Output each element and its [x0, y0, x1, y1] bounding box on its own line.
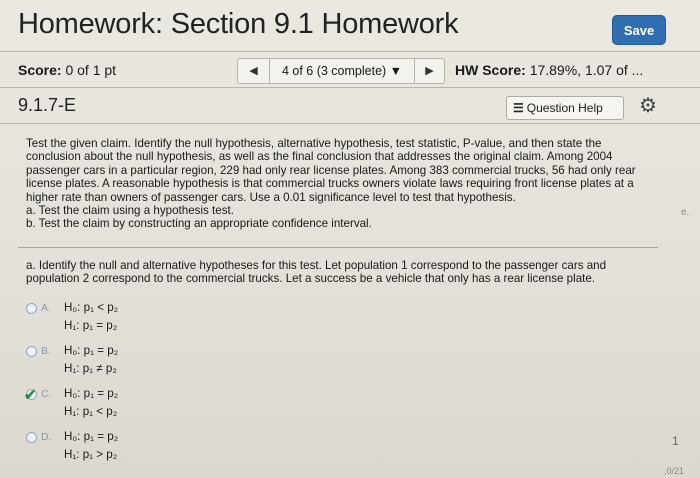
question-header-row	[0, 88, 700, 124]
checkmark-icon: ✔	[24, 387, 37, 404]
question-text: Test the given claim. Identify the null hypothesis, alternative hypothesis, test statistic, P-value, and then state the conclusion about the null hypothesis, as well as the final conclusion that addresses the original claim. Among 2004 passenger cars in a particular region, 229 had only rear license plates. Among 383 commercial trucks, 56 had only rear license plates. A reasonable hypothesis is that commercial trucks owners violate laws requiring front license plates at a higher rate than owners of passenger cars. Use a 0.01 significance level to test that hypothesis.	[26, 137, 636, 204]
score	[18, 62, 116, 78]
question-navigator	[237, 58, 445, 84]
save-button[interactable]: Save	[612, 15, 666, 45]
divider	[18, 247, 658, 248]
hw-score	[455, 62, 643, 78]
next-question-button[interactable]: ▶	[414, 59, 444, 83]
question-text-block	[26, 137, 656, 231]
question-select-dropdown[interactable]: 4 of 6 (3 complete) ▼	[281, 64, 403, 78]
radio-button[interactable]	[26, 346, 37, 357]
score-value: 0 of 1 pt	[65, 62, 117, 78]
part-a-prompt: a. Identify the null and alternative hypotheses for this test. Let population 1 correspond to the passenger cars and population 2 correspond to the commercial trucks. Let a success be a vehicle that only has a rear license plate.	[26, 259, 607, 286]
null-hypothesis: H₀: p₁ = p₂	[64, 430, 119, 443]
edge-fragment: e.	[681, 207, 690, 218]
radio-button[interactable]	[26, 432, 37, 443]
null-hypothesis: H₀: p₁ = p₂	[64, 344, 119, 357]
question-help-button[interactable]	[506, 96, 624, 120]
option-letter: D.	[41, 431, 52, 443]
radio-button[interactable]	[26, 303, 37, 314]
part-a-task: a. Test the claim using a hypothesis test.	[26, 204, 234, 218]
edge-fragment: 1	[672, 434, 679, 448]
alternative-hypothesis: H₁: p₁ < p₂	[64, 405, 118, 418]
alternative-hypothesis: H₁: p₁ > p₂	[64, 448, 118, 461]
hw-score-value: 17.89%, 1.07 of ...	[529, 62, 644, 78]
list-icon: ☰	[513, 101, 524, 115]
null-hypothesis: H₀: p₁ < p₂	[64, 301, 119, 314]
null-hypothesis: H₀: p₁ = p₂	[64, 387, 119, 400]
option-letter: B.	[41, 345, 51, 357]
alternative-hypothesis: H₁: p₁ ≠ p₂	[64, 362, 117, 375]
gear-icon[interactable]: ⚙	[639, 95, 657, 117]
part-b-task: b. Test the claim by constructing an appropriate confidence interval.	[26, 217, 372, 231]
hw-score-label: HW Score:	[455, 62, 526, 78]
page-title: Homework: Section 9.1 Homework	[18, 8, 459, 40]
edge-fragment: ,0/21	[664, 466, 685, 476]
option-letter: C.	[41, 388, 52, 400]
previous-question-button[interactable]: ◀	[238, 59, 270, 83]
score-label: Score:	[18, 62, 62, 78]
title-bar	[0, 0, 700, 52]
question-help-label: Question Help	[526, 101, 603, 115]
option-letter: A.	[41, 302, 51, 314]
alternative-hypothesis: H₁: p₁ = p₂	[64, 319, 118, 332]
score-row	[0, 52, 700, 88]
question-id: 9.1.7-E	[18, 95, 77, 115]
